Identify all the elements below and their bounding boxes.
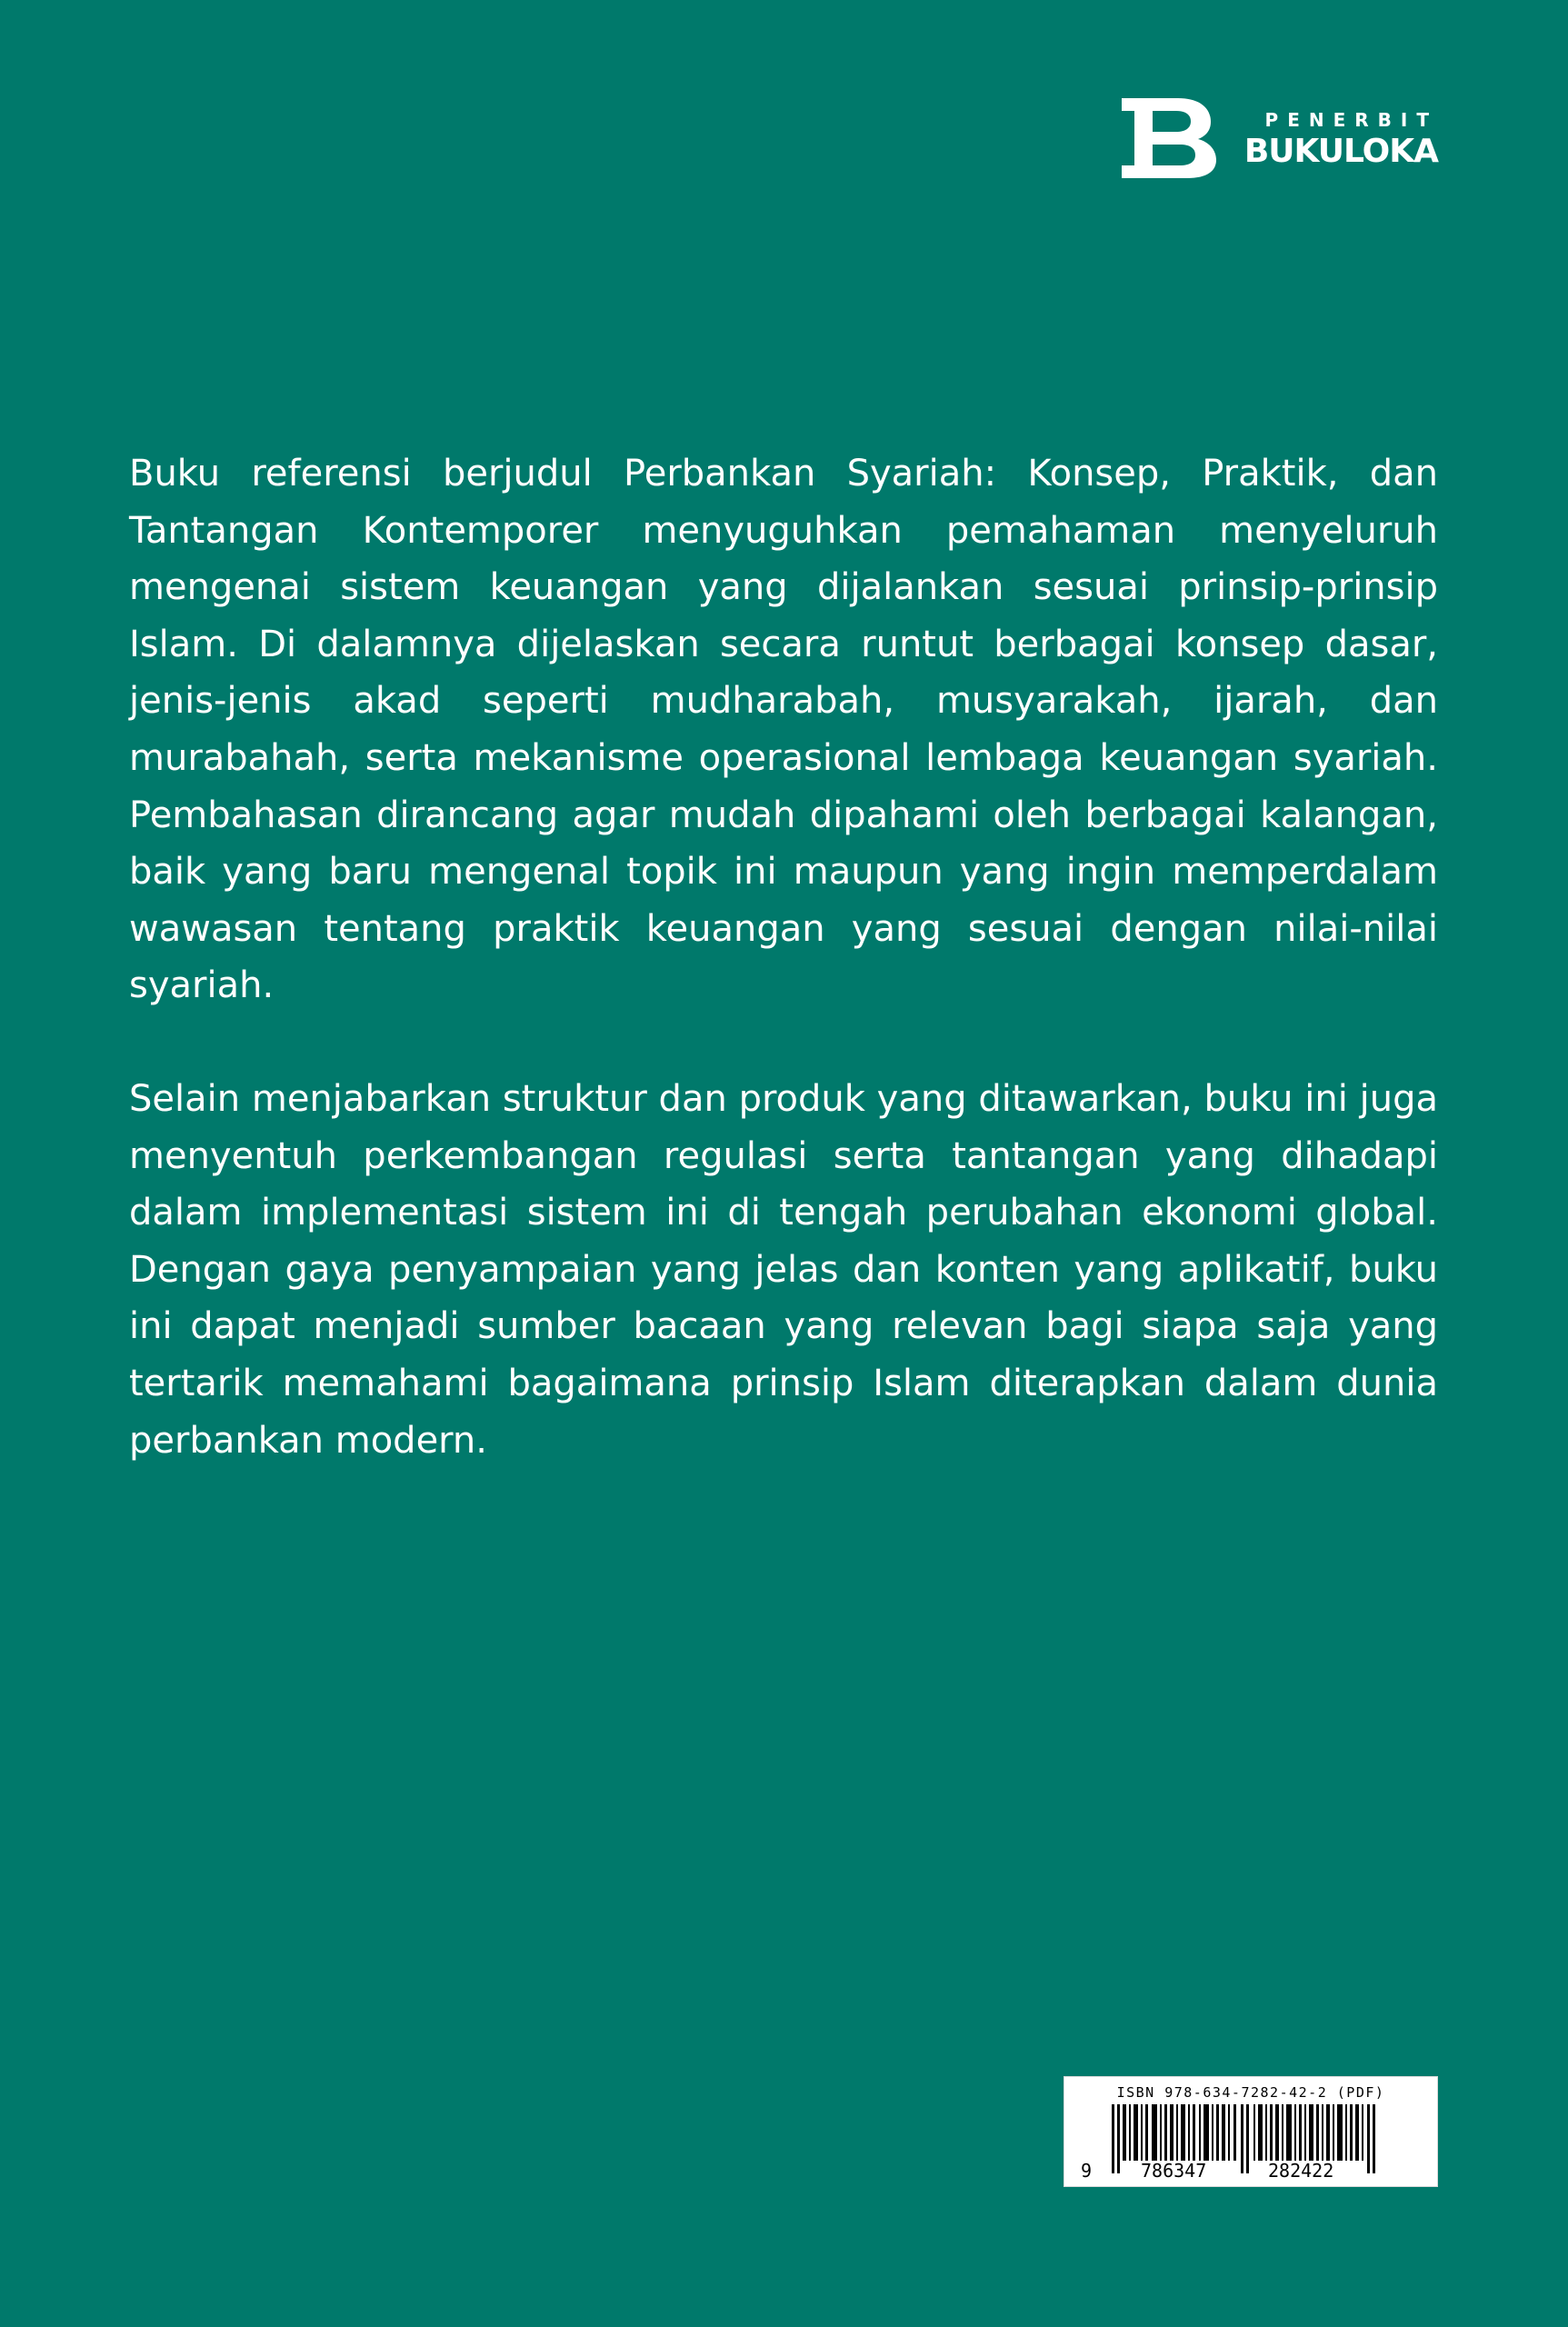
barcode-digits-left: 786347 [1141,2160,1207,2182]
book-blurb [129,445,1438,1469]
isbn-label: ISBN 978-634-7282-42-2 (PDF) [1116,2084,1385,2101]
barcode-digits-right: 282422 [1268,2160,1334,2182]
logo-wordmark [1222,104,1438,176]
barcode-digit-first: 9 [1081,2160,1093,2182]
publisher-label-big: BUKULOKA [1243,133,1438,170]
isbn-barcode [1064,2076,1438,2187]
publisher-label-small: PENERBIT [1264,109,1438,131]
publisher-logo [1120,95,1438,178]
logo-b-mark-icon [1120,98,1218,178]
blurb-paragraph-2: Selain menjabarkan struktur dan produk yang ditawarkan, buku ini juga menyentuh perkembangan regulasi serta tantangan yang dihadapi dalam implementasi sistem ini di tengah perubahan ekonomi global. Dengan gaya penyampaian yang jelas dan konten yang aplikatif, buku ini dapat menjadi sumber bacaan yang relevan bagi siapa saja yang tertarik memahami bagaimana prinsip Islam diterapkan dalam dunia perbankan modern. [129,1077,1438,1462]
blurb-paragraph-1: Buku referensi berjudul Perbankan Syariah: Konsep, Praktik, dan Tantangan Kontemporer menyuguhkan pemahaman menyeluruh mengenai sistem keuangan yang dijalankan sesuai prinsip-prinsip Islam. Di dalamnya dijelaskan secara runtut berbagai konsep dasar, jenis-jenis akad seperti mudharabah, musyarakah, ijarah, dan murabahah, serta mekanisme operasional lembaga keuangan syariah. Pembahasan dirancang agar mudah dipahami oleh berbagai kalangan, baik yang baru mengenal topik ini maupun yang ingin memperdalam wawasan tentang praktik keuangan yang sesuai dengan nilai-nilai syariah. [129,453,1438,1007]
